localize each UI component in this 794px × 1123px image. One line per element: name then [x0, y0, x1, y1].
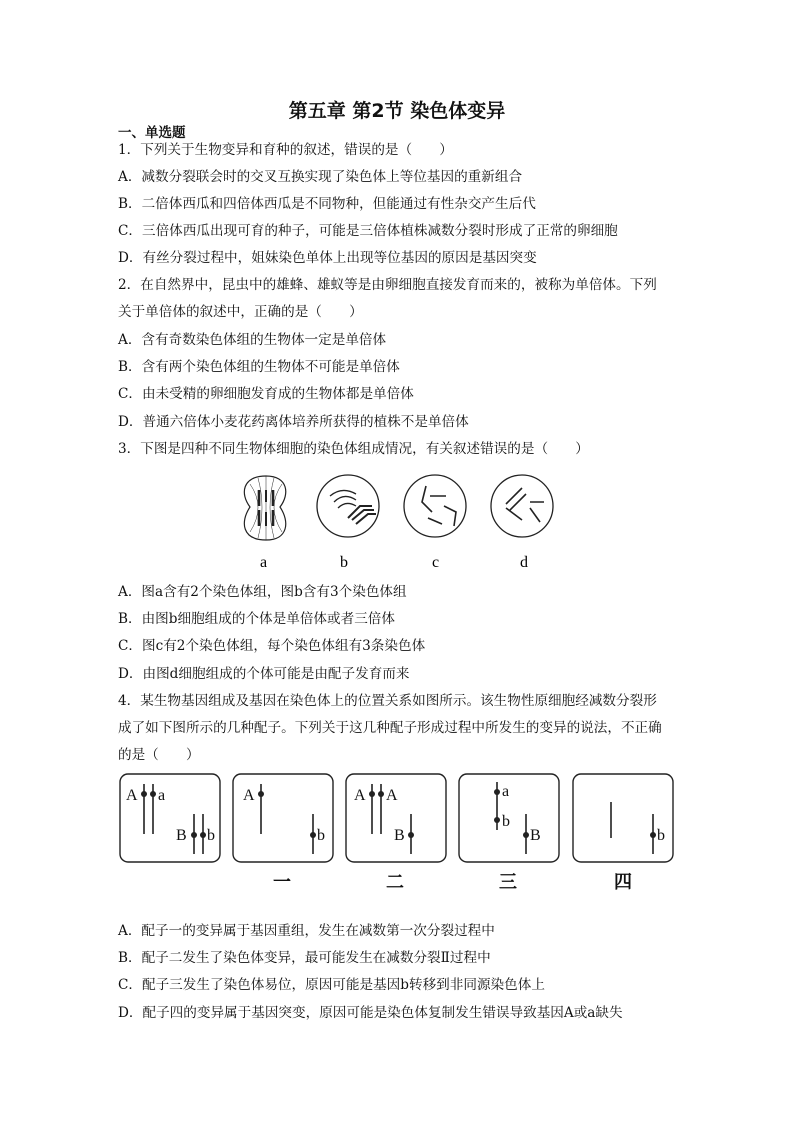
q3-option-b: B．由图b细胞组成的个体是单倍体或者三倍体: [118, 611, 395, 627]
section-heading: 一、单选题: [118, 125, 186, 141]
q3-cell-figure: [230, 472, 570, 572]
cell-b-label: b: [340, 554, 348, 571]
box0-gene-A: A: [126, 787, 138, 804]
box4-gene-b: b: [657, 827, 665, 844]
q2-stem-line1: 2．在自然界中，昆虫中的雄蜂、雄蚁等是由卵细胞直接发育而来的，被称为单倍体。下列: [118, 277, 657, 293]
q3-option-d: D．由图d细胞组成的个体可能是由配子发育而来: [118, 666, 410, 682]
cell-d: [491, 475, 553, 537]
box-label-1: 一: [273, 872, 291, 892]
q4-stem-line2: 成了如下图所示的几种配子。下列关于这几种配子形成过程中所发生的变异的说法，不正确: [118, 720, 662, 736]
box3-gene-B: B: [530, 827, 541, 844]
box1-gene-b: b: [317, 827, 325, 844]
q3-option-c: C．图c有2个染色体组，每个染色体组有3条染色体: [118, 638, 426, 654]
box1-gene-A: A: [243, 787, 255, 804]
page-title: 第五章 第2节 染色体变异: [288, 100, 506, 122]
box2-gene-B: B: [394, 827, 405, 844]
box2-gene-A2: A: [386, 787, 398, 804]
cell-c: [404, 475, 466, 537]
cell-d-label: d: [520, 554, 528, 571]
q4-option-a: A．配子一的变异属于基因重组，发生在减数第一次分裂过程中: [118, 923, 495, 939]
q2-stem-line2: 关于单倍体的叙述中，正确的是（ ）: [118, 304, 363, 320]
q2-option-c: C．由未受精的卵细胞发育成的生物体都是单倍体: [118, 386, 414, 402]
box-label-2: 二: [386, 872, 404, 892]
q4-option-b: B．配子二发生了染色体变异，最可能发生在减数分裂Ⅱ过程中: [118, 950, 491, 966]
q1-stem: 1．下列关于生物变异和育种的叙述，错误的是（ ）: [118, 142, 453, 158]
q2-option-d: D．普通六倍体小麦花药离体培养所获得的植株不是单倍体: [118, 414, 469, 430]
box3-gene-a: a: [502, 783, 510, 800]
q4-stem-line1: 4．某生物基因组成及基因在染色体上的位置关系如图所示。该生物性原细胞经减数分裂形: [118, 693, 657, 709]
box0-gene-a: a: [158, 787, 166, 804]
cell-b: [317, 475, 379, 537]
q4-stem-line3: 的是（ ）: [118, 747, 200, 763]
q3-option-a: A．图a含有2个染色体组，图b含有3个染色体组: [118, 584, 407, 600]
q2-option-a: A．含有奇数染色体组的生物体一定是单倍体: [118, 332, 387, 348]
box0-gene-B: B: [176, 827, 187, 844]
box0-gene-b: b: [207, 827, 215, 844]
q1-option-d: D．有丝分裂过程中，姐妹染色单体上出现等位基因的原因是基因突变: [118, 250, 537, 266]
cell-a-label: a: [260, 554, 268, 571]
q4-gamete-figure: [118, 772, 678, 897]
box3-gene-b: b: [502, 813, 510, 830]
box-label-3: 三: [499, 872, 517, 892]
q3-stem: 3．下图是四种不同生物体细胞的染色体组成情况，有关叙述错误的是（ ）: [118, 441, 589, 457]
q1-option-c: C．三倍体西瓜出现可育的种子，可能是三倍体植株减数分裂时形成了正常的卵细胞: [118, 223, 618, 239]
q4-option-d: D．配子四的变异属于基因突变，原因可能是染色体复制发生错误导致基因A或a缺失: [118, 1005, 623, 1021]
q1-option-a: A．减数分裂联会时的交叉互换实现了染色体上等位基因的重新组合: [118, 169, 523, 185]
q4-option-c: C．配子三发生了染色体易位，原因可能是基因b转移到非同源染色体上: [118, 977, 545, 993]
box-label-4: 四: [614, 872, 632, 892]
cell-c-label: c: [432, 554, 440, 571]
q1-option-b: B．二倍体西瓜和四倍体西瓜是不同物种，但能通过有性杂交产生后代: [118, 196, 536, 212]
cell-a: [244, 476, 285, 540]
q2-option-b: B．含有两个染色体组的生物体不可能是单倍体: [118, 359, 400, 375]
box2-gene-A1: A: [354, 787, 366, 804]
